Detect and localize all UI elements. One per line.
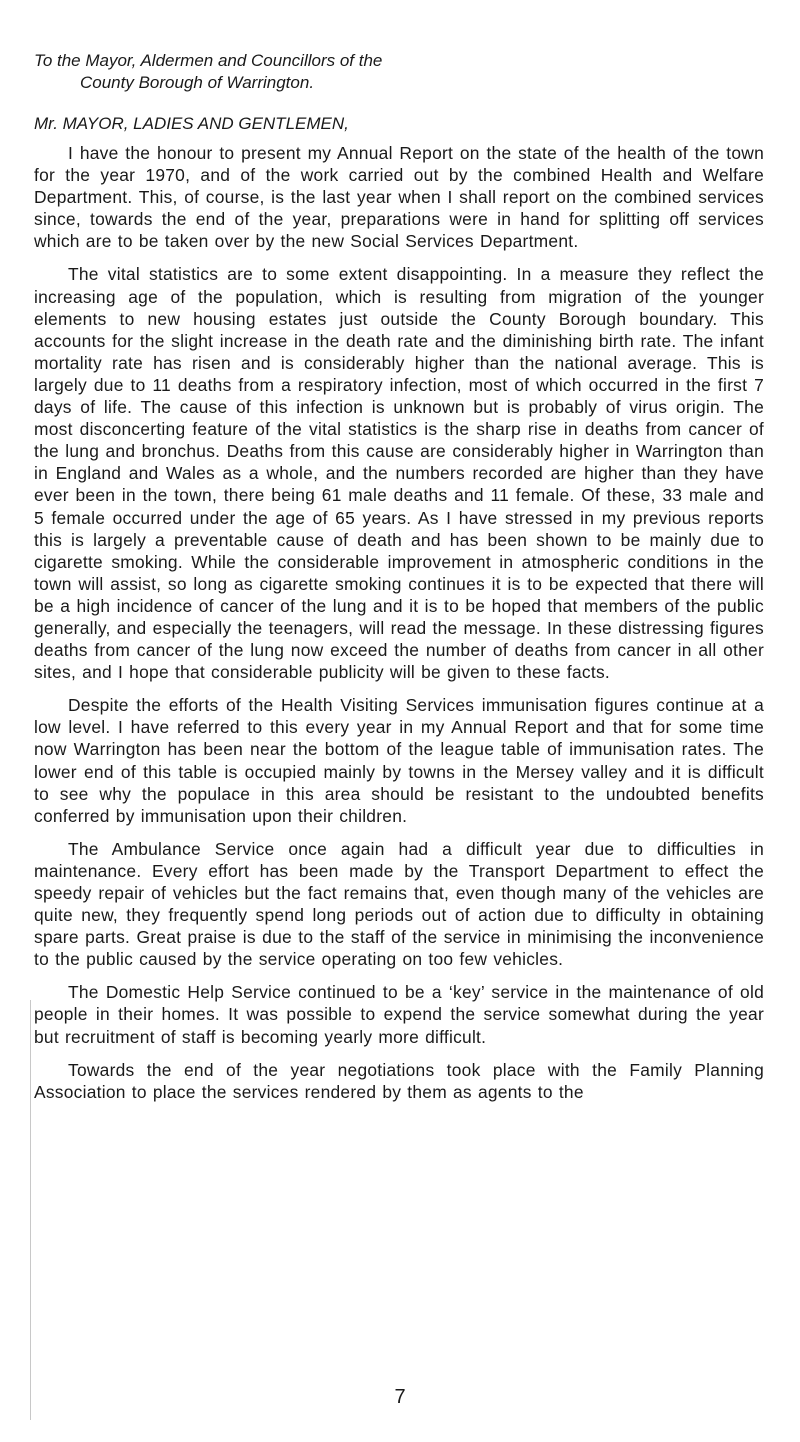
page-number: 7 — [394, 1386, 406, 1408]
address-line-2: County Borough of Warrington. — [80, 73, 315, 92]
report-body — [34, 142, 764, 1114]
paragraph-immunisation: Despite the efforts of the Health Visiting Services immunisation figures continue at a low level. I have referred to this every year in my Annual Report and that for some time now Warrington has been near the bottom of the league table of immunisation rates. The lower end of this table is occupied mainly by towns in the Mersey valley and it is difficult to see why the populace in this area should be resistant to the undoubted benefits conferred by immunisation upon their children. — [34, 695, 764, 826]
paragraph-domestic-help: The Domestic Help Service continued to be a ‘key’ service in the maintenance of old people in their homes. It was possible to expend the service somewhat during the year but recruitment of staff is becoming yearly more difficult. — [34, 982, 764, 1047]
paragraph-family-planning: Towards the end of the year negotiations took place with the Family Planning Association to place the services rendered by them as agents to the — [34, 1059, 764, 1102]
address-line-1: To the Mayor, Aldermen and Councillors of the — [34, 51, 383, 70]
paragraph-intro: I have the honour to present my Annual Report on the state of the health of the town for the year 1970, and of the work carried out by the combined Health and Welfare Department. This, of course, is the last year when I shall report on the combined services since, towards the end of the year, preparations were in hand for splitting off services which are to be taken over by the new Social Services Department. — [34, 143, 764, 252]
binding-edge-mark — [30, 1000, 35, 1420]
paragraph-vital-statistics: The vital statistics are to some extent disappointing. In a measure they reflect the increasing age of the population, which is resulting from migration of the younger elements to new housing estates just outside the County Borough boundary. This accounts for the slight increase in the death rate and the diminishing birth rate. The infant mortality rate has risen and is considerably higher than the national average. This is largely due to 11 deaths from a respiratory infection, most of which occurred in the first 7 days of life. The cause of this infection is unknown but is probably of virus origin. The most disconcerting feature of the vital statistics is the sharp rise in deaths from cancer of the lung and bronchus. Deaths from this cause are considerably higher in Warrington than in England and Wales as a whole, and the numbers recorded are higher than they have ever been in the town, there being 61 male deaths and 11 female. Of these, 33 male and 5 female occurred under the age of 65 years. As I have stressed in my previous reports this is largely a preventable cause of death and has been shown to be mainly due to cigarette smoking. While the considerable improvement in atmospheric conditions in the town will assist, so long as cigarette smoking continues it is to be expected that there will be a high incidence of cancer of the lung and it is to be hoped that members of the public generally, and especially the teenagers, will read the message. In these distressing figures deaths from cancer of the lung now exceed the number of deaths from cancer in all other sites, and I hope that considerable publicity will be given to these facts. — [34, 264, 764, 683]
paragraph-ambulance-service: The Ambulance Service once again had a difficult year due to difficulties in maintenance. Every effort has been made by the Transport Department to effect the speedy repair of vehicles but the fact remains that, even though many of the vehicles are quite new, they frequently spend long periods out of action due to difficulty in obtaining spare parts. Great praise is due to the staff of the service in minimising the inconvenience to the public caused by the service operating on too few vehicles. — [34, 838, 764, 970]
salutation: Mr. MAYOR, LADIES AND GENTLEMEN, — [34, 114, 349, 133]
address-block — [34, 50, 382, 94]
